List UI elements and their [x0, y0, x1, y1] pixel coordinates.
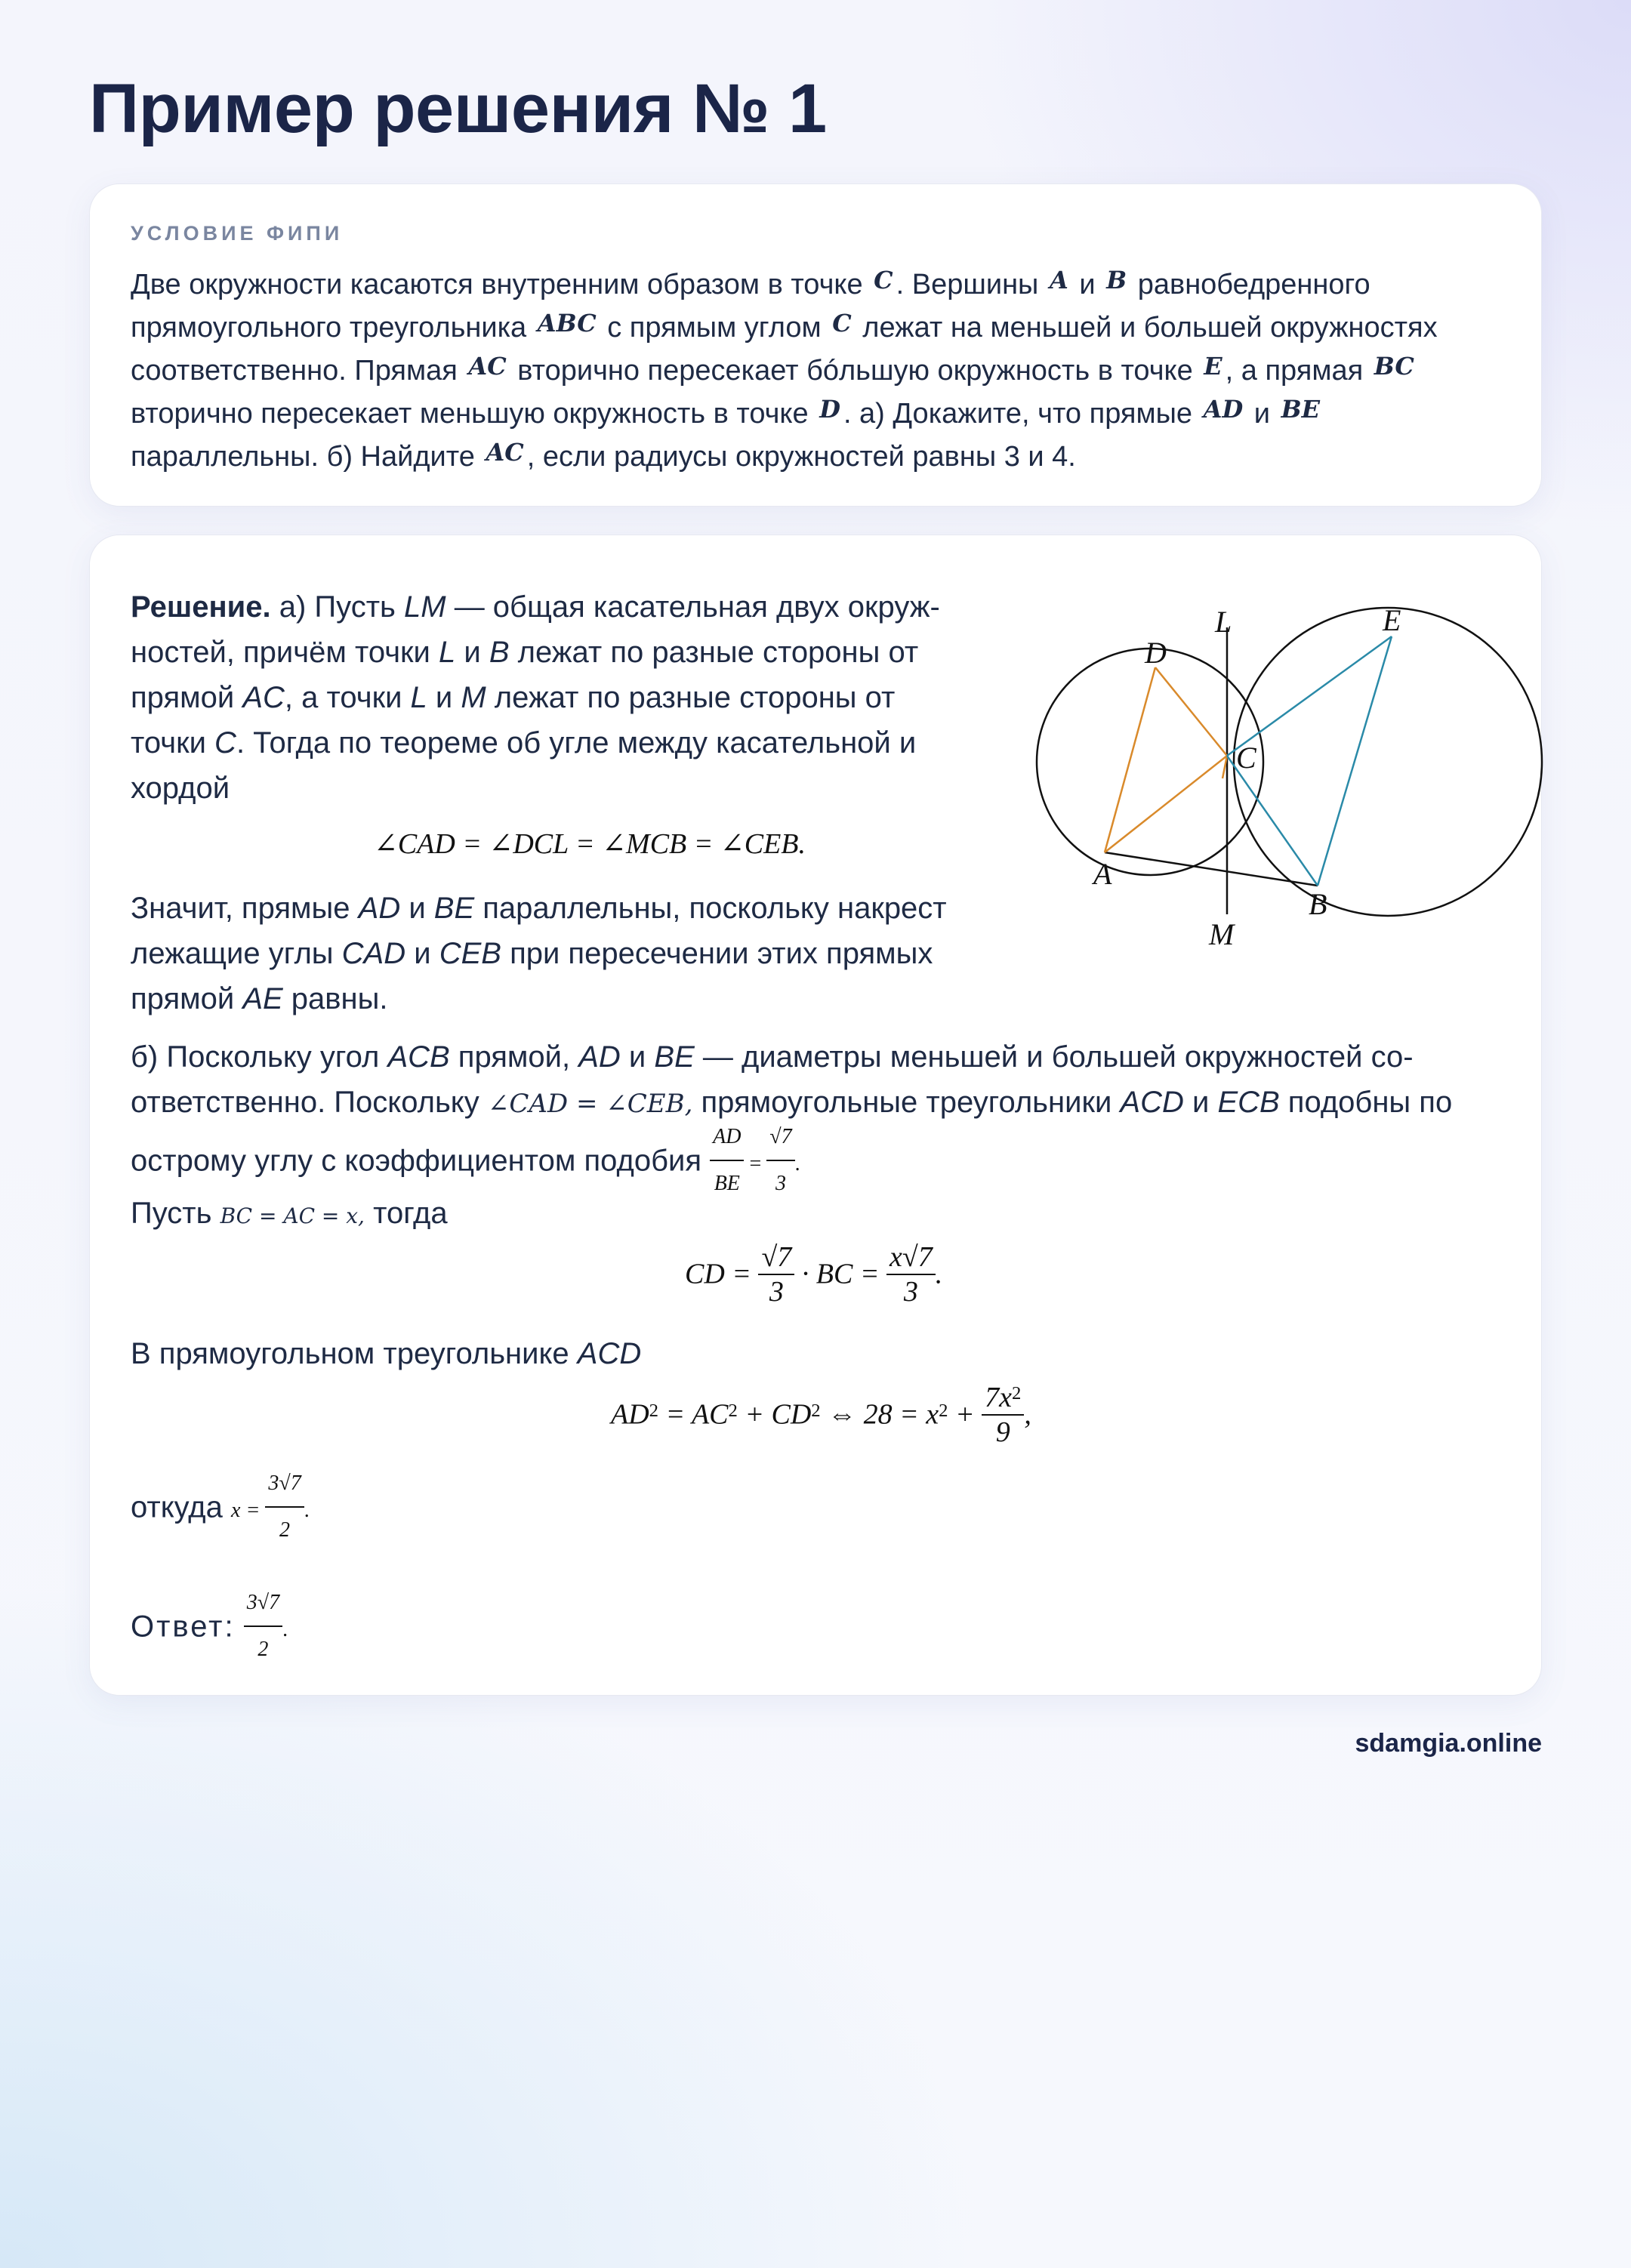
var-C: C	[874, 266, 893, 294]
solution-part-b-line1: б) Поскольку угол ACB прямой, AD и BE — диаметры меньшей и большей окружностей со-	[131, 1040, 1414, 1074]
label-M: M	[1209, 917, 1235, 951]
solution-result-line: откуда x = $\frac{3√7}{2}$ .	[131, 1471, 310, 1553]
solution-part-a-line3: прямой AC, а точки L и M лежат по разные стороны от	[131, 681, 896, 714]
solution-conclusion-line3: прямой AE равны.	[131, 982, 388, 1015]
condition-label: УСЛОВИЕ ФИПИ	[131, 222, 344, 245]
condition-text: Две окружности касаются внутренним образом в точке C . Вершины A и B равнобедренного прямоугольного треугольника ABC с прямым углом C лежат на меньшей и большей окружностях соответственно. Прямая AC вторично пересекает бóльшую окружность в точке E , а прямая BC вторично пересекает меньшую окружность в точке D . а) Докажите, что прямые AD и BE параллельны. б) Найдите AC , если радиусы окружностей равны 3 и 4.	[131, 266, 1438, 473]
label-D: D	[1145, 636, 1167, 670]
solution-part-b-line2: ответственно. Поскольку ∠CAD = ∠CEB, прямоугольные треугольники ACD и ECB подобны по	[131, 1086, 1453, 1119]
solution-part-a-line4: точки C. Тогда по теореме об угле между касательной и	[131, 726, 917, 760]
solution-let-line: Пусть BC = AC = x, тогда	[131, 1197, 448, 1230]
orange-lines	[1105, 667, 1227, 852]
solution-conclusion-line2: лежащие углы CAD и CEB при пересечении этих прямых	[131, 937, 933, 970]
answer-line: Ответ: $\frac{3√7}{2}$ .	[131, 1591, 288, 1672]
condition-card	[89, 183, 1542, 507]
equation-cd: CD = $\frac{√7}{3}$ · BC = $\frac{x√7}{3}$ .	[685, 1241, 943, 1308]
geometry-figure	[1026, 588, 1600, 988]
solution-part-a-line2: ностей, причём точки L и B лежат по разные стороны от	[131, 636, 919, 669]
solution-part-a-line1: Решение. а) Пусть LM — общая касательная двух окруж-	[131, 590, 940, 624]
equation-angles: ∠CAD = ∠DCL = ∠MCB = ∠CEB.	[374, 828, 806, 860]
solution-part-b-line3: острому углу с коэффициентом подобия $\frac{AD}{BE}$ = $\frac{√7}{3}$ .	[131, 1125, 800, 1206]
label-E: E	[1383, 603, 1401, 637]
large-circle	[1234, 608, 1542, 916]
label-B: B	[1309, 887, 1327, 921]
small-circle	[1037, 649, 1263, 875]
solution-triangle-line: В прямоугольном треугольнике ACD	[131, 1337, 642, 1370]
label-A: A	[1093, 857, 1112, 891]
equation-ad-squared: $AD^2 = AC^2 + CD^2$ ⇔ $28 = x^2$ + $\frac{7x^2}{9}$ ,	[611, 1382, 1031, 1448]
page-title: Пример решения № 1	[89, 70, 827, 147]
answer-label: Ответ:	[131, 1610, 236, 1644]
label-C: C	[1236, 741, 1256, 775]
footer-brand: sdamgia.online	[1355, 1729, 1542, 1758]
solution-part-a-line5: хордой	[131, 772, 230, 805]
solution-conclusion-line1: Значит, прямые AD и BE параллельны, поскольку накрест	[131, 892, 947, 925]
solution-card	[89, 535, 1542, 1696]
label-L: L	[1215, 605, 1232, 639]
